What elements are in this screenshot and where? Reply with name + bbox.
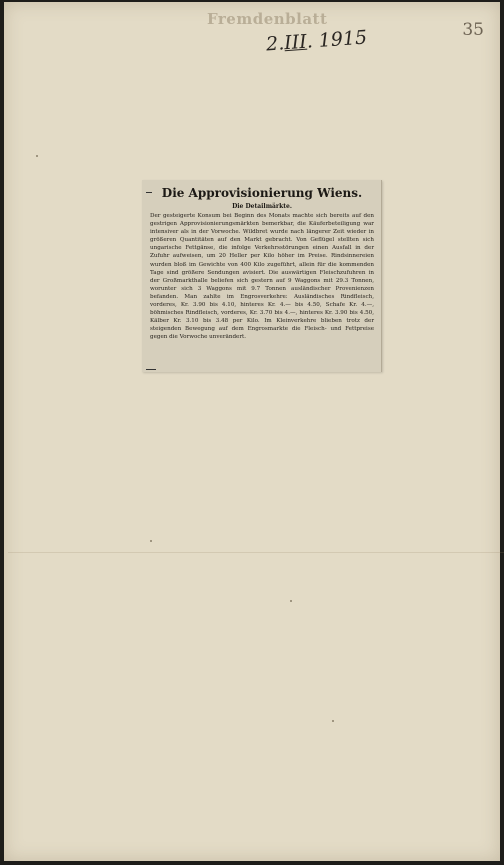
- paper-speck: [290, 600, 292, 602]
- clipping-subtitle: Die Detailmärkte.: [232, 203, 292, 210]
- paper-speck: [150, 540, 152, 542]
- paper-speck: [332, 720, 334, 722]
- page-number: 35: [462, 20, 484, 40]
- date-month: III: [283, 30, 308, 55]
- clipping-body: Der gesteigerte Konsum bei Beginn des Monats machte sich bereits auf den gestrigen Approvisionierungsmärkten bemerkbar, die Käuferbeteiligung war intensiver als in der Vorwoche. Wildbret wurde nach längerer Zeit wieder in größeren Quantitäten auf den Markt gebracht. Von Geflügel stellten sich ungarische Fettgänse, die infolge Verkehrsstörungen einen Ausfall in der Zufuhr aufweisen, um 20 Heller per Kilo höher im Preise. Rindsinnereien wurden bloß im Gewichte von 400 Kilo zugeführt, allein für die kommenden Tage sind größere Sendungen avisiert. Die auswärtigen Fleischzufuhren in der Großmarkthalle beliefen sich gestern auf 9 Waggons mit 29.3 Tonnen, worunter sich 3 Waggons mit 9.7 Tonnen ausländischer Provenienzen befanden. Man zahlte im Engrosverkehre: Ausländisches Rindfleisch, vorderes, Kr. 3.90 bis 4.10, hinteres Kr. 4.— bis 4.50, Schafe Kr. 4.—, böhmisches Rindfleisch, vorderes, Kr. 3.70 bis 4.—, hinteres Kr. 3.90 bis 4.50, Kälber Kr. 3.10 bis 3.48 per Kilo. Im Kleinverkehre blieben trotz der steigenden Bewegung auf dem Engrosmarkte die Fleisch- und Fettpreise gegen die Vorwoche unverändert.: [150, 213, 374, 341]
- paper-fold: [8, 552, 504, 553]
- handwritten-date: [265, 27, 367, 56]
- margin-mark: [146, 192, 152, 193]
- margin-mark-bottom: [146, 369, 156, 370]
- archive-sheet: [4, 2, 500, 861]
- clipping-title: Die Approvisionierung Wiens.: [161, 186, 363, 200]
- newspaper-stamp: Fremdenblatt: [207, 10, 328, 28]
- date-day: 2.: [265, 32, 285, 56]
- paper-speck: [36, 155, 38, 157]
- newspaper-clipping: [142, 180, 382, 372]
- date-year: . 1915: [305, 26, 368, 53]
